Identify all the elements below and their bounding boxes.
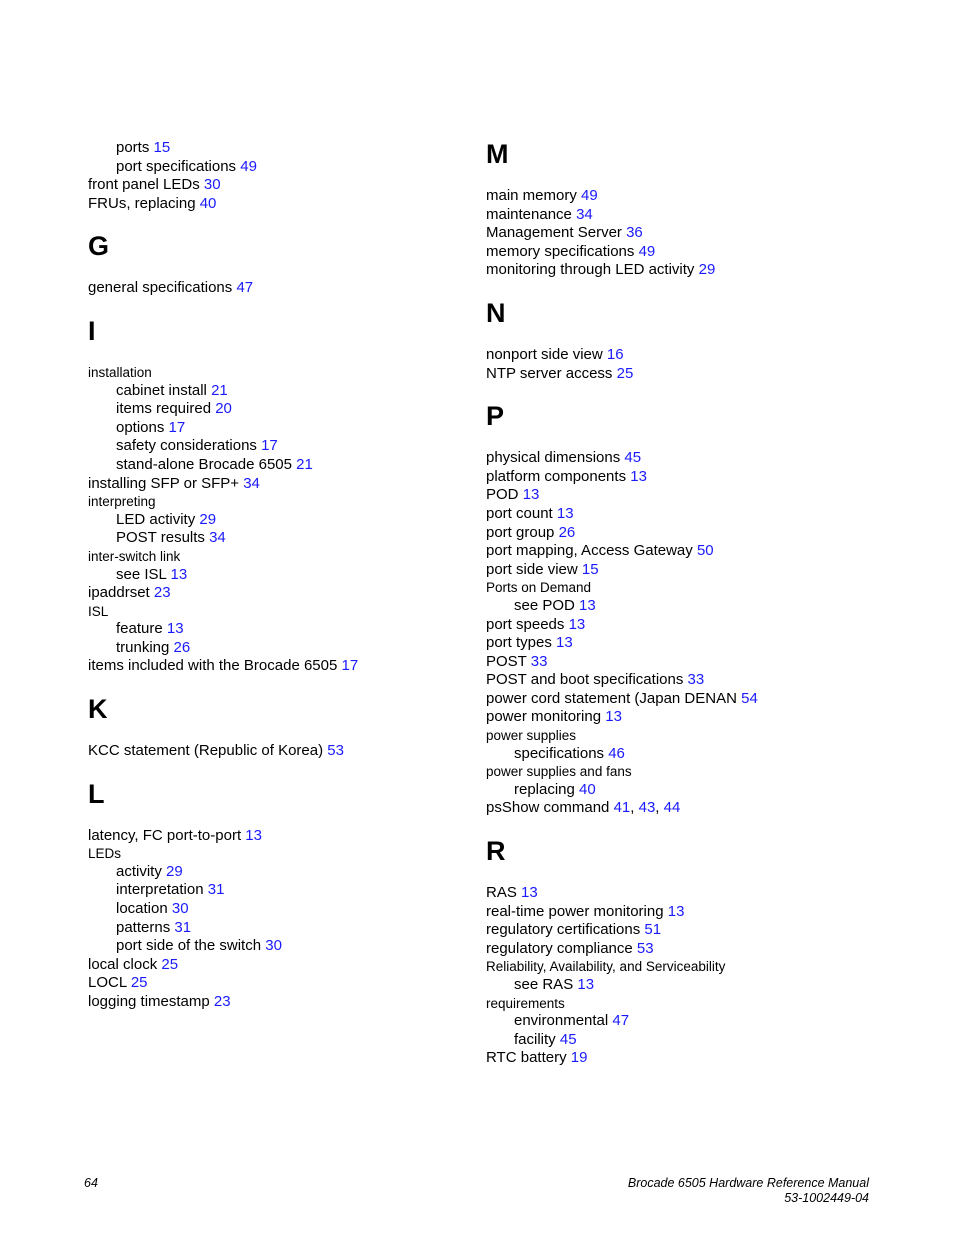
index-group-installation: installation <box>88 364 152 380</box>
index-group-power-supplies-and-fans: power supplies and fans <box>486 764 632 780</box>
page-link[interactable]: 23 <box>213 993 231 1010</box>
page-link[interactable]: 13 <box>170 565 188 583</box>
index-term: POD <box>486 486 519 504</box>
index-entry-led-activity <box>88 511 498 530</box>
index-entry-post <box>486 653 896 672</box>
index-entry-specifications <box>486 745 896 764</box>
index-entry-monitoring-through-led-activity <box>486 261 896 280</box>
index-entry-management-server <box>486 224 896 243</box>
index-entry-ports <box>88 139 498 158</box>
page-link[interactable]: 15 <box>581 560 599 578</box>
index-term: memory specifications <box>486 242 635 260</box>
index-term: maintenance <box>486 205 572 223</box>
index-term: monitoring through LED activity <box>486 261 695 279</box>
index-entry-patterns <box>88 919 498 938</box>
index-group-ports-on-demand: Ports on Demand <box>486 580 592 596</box>
index-term: regulatory certifications <box>486 921 641 939</box>
index-entry-memory-specifications <box>486 243 896 262</box>
index-term: environmental <box>514 1012 609 1030</box>
index-entry-physical-dimensions <box>486 449 896 468</box>
page-link[interactable]: 13 <box>667 902 685 920</box>
doc-number: 53-1002449-04 <box>784 1191 869 1205</box>
page-link[interactable]: 41 <box>613 799 631 817</box>
index-term: facility <box>514 1030 556 1048</box>
page-link[interactable]: 13 <box>166 620 184 638</box>
page-link[interactable]: 17 <box>168 418 186 436</box>
index-entry-post-results <box>88 529 498 548</box>
index-entry-ntp-server-access <box>486 365 896 384</box>
index-entry-items-required <box>88 400 498 419</box>
index-group-reliability-availability-and-serviceability: Reliability, Availability, and Serviceability <box>486 959 726 975</box>
index-term: interpretation <box>116 881 204 899</box>
index-term: trunking <box>116 638 170 656</box>
index-term: NTP server access <box>486 364 613 382</box>
footer-manual-info <box>628 1176 869 1206</box>
index-term: FRUs, replacing <box>88 194 196 212</box>
page-link[interactable]: 49 <box>638 242 656 260</box>
index-term: main memory <box>486 187 577 204</box>
index-term: RAS <box>486 884 517 902</box>
page-link[interactable]: 50 <box>696 542 714 560</box>
page-link[interactable]: 40 <box>579 780 596 798</box>
page-link[interactable]: 53 <box>636 939 654 957</box>
page-link[interactable]: 15 <box>153 139 171 156</box>
page-link[interactable]: 34 <box>576 205 593 223</box>
index-term: KCC statement (Republic of Korea) <box>88 742 324 760</box>
page-link[interactable]: 45 <box>624 449 642 467</box>
page-link[interactable]: 20 <box>215 400 232 418</box>
index-term: port side view <box>486 560 578 578</box>
page-link[interactable]: 13 <box>245 826 262 844</box>
page-link[interactable]: 30 <box>203 176 221 194</box>
page-link[interactable]: 44 <box>663 799 681 817</box>
index-term: local clock <box>88 955 158 973</box>
page-link[interactable]: 30 <box>265 937 282 955</box>
page-link[interactable]: 29 <box>698 261 716 279</box>
index-entry-power-monitoring <box>486 708 896 727</box>
page-link[interactable]: 33 <box>530 652 548 670</box>
page-link[interactable]: 13 <box>556 634 573 652</box>
index-group-leds: LEDs <box>88 846 122 862</box>
index-heading-l: L <box>88 778 105 809</box>
index-term: installing SFP or SFP+ <box>88 474 240 492</box>
index-group-inter-switch-link: inter-switch link <box>88 548 181 564</box>
index-entry-power-cord-statement-japan-denan <box>486 690 896 709</box>
index-group-requirements: requirements <box>486 995 565 1011</box>
index-entry-installing-sfp-or-sfp <box>88 475 498 494</box>
index-term: patterns <box>116 918 171 936</box>
page-link[interactable]: 43 <box>638 799 656 817</box>
index-entry-local-clock <box>88 956 498 975</box>
index-entry-general-specifications <box>88 279 498 298</box>
index-term: activity <box>116 862 162 880</box>
index-entry-port-group <box>486 524 896 543</box>
page-link[interactable]: 36 <box>626 224 643 242</box>
index-term: safety considerations <box>116 437 257 455</box>
index-column-left <box>88 139 498 1012</box>
index-entry-activity <box>88 863 498 882</box>
index-term: physical dimensions <box>486 449 621 467</box>
index-term: RTC battery <box>486 1049 567 1067</box>
index-entry-port-types <box>486 634 896 653</box>
index-heading-r: R <box>486 836 506 867</box>
index-term: power cord statement (Japan DENAN <box>486 689 737 707</box>
index-term: see RAS <box>514 976 574 993</box>
page-link[interactable]: 13 <box>522 486 540 504</box>
index-term: platform components <box>486 467 627 485</box>
index-heading-i: I <box>88 315 96 346</box>
index-term: port specifications <box>116 157 237 175</box>
page-link[interactable]: 13 <box>579 596 596 614</box>
index-term: port side of the switch <box>116 937 262 955</box>
page-link[interactable]: 31 <box>174 918 192 936</box>
page-link[interactable]: 21 <box>211 381 228 399</box>
index-heading-n: N <box>486 297 506 328</box>
index-entry-rtc-battery <box>486 1049 896 1068</box>
index-term: POST <box>486 652 527 670</box>
index-heading-p: P <box>486 401 505 432</box>
page-link[interactable]: 53 <box>327 742 344 760</box>
page-link[interactable]: 34 <box>243 474 260 492</box>
page-link[interactable]: 40 <box>199 194 217 212</box>
page-link[interactable]: 46 <box>608 744 625 762</box>
index-group-isl: ISL <box>88 603 109 619</box>
index-entry-port-speeds <box>486 616 896 635</box>
index-entry-latency-fc-port-to-port <box>88 827 498 846</box>
index-entry-platform-components <box>486 468 896 487</box>
index-entry-items-included-with-the-brocade-6505 <box>88 657 498 676</box>
page-link[interactable]: 17 <box>261 437 278 455</box>
index-term: specifications <box>514 744 605 762</box>
page-link[interactable]: 29 <box>199 510 217 528</box>
index-entry-regulatory-certifications <box>486 921 896 940</box>
index-entry-psshow-command: psShow command 41, 43, 44 <box>486 799 681 817</box>
index-term: items included with the Brocade 6505 <box>88 657 338 675</box>
index-entry-logging-timestamp <box>88 993 498 1012</box>
index-entry-pod <box>486 486 896 505</box>
page-link[interactable]: 13 <box>577 976 595 993</box>
index-entry-real-time-power-monitoring <box>486 903 896 922</box>
index-term: port speeds <box>486 615 565 633</box>
page-link[interactable]: 13 <box>605 708 622 726</box>
page-link[interactable]: 54 <box>741 689 758 707</box>
index-heading-g: G <box>88 231 110 262</box>
manual-title: Brocade 6505 Hardware Reference Manual <box>627 1176 869 1190</box>
index-term: port mapping, Access Gateway <box>486 542 693 560</box>
index-term: see ISL <box>116 565 167 583</box>
index-entry-interpretation <box>88 881 498 900</box>
page-link[interactable]: 45 <box>559 1030 577 1048</box>
page-link[interactable]: 25 <box>616 364 634 382</box>
index-entry-port-side-of-the-switch <box>88 937 498 956</box>
index-entry-port-mapping-access-gateway <box>486 542 896 561</box>
index-term: POST and boot specifications <box>486 671 684 689</box>
page-link[interactable]: 13 <box>568 615 586 633</box>
index-heading-m: M <box>486 139 509 169</box>
index-entry-nonport-side-view <box>486 346 896 365</box>
index-entry-location <box>88 900 498 919</box>
index-entry-stand-alone-brocade-6505 <box>88 456 498 475</box>
index-term: POST results <box>116 529 205 547</box>
index-term: power monitoring <box>486 708 602 726</box>
index-term: location <box>116 900 168 918</box>
index-entry-see-isl <box>88 566 498 585</box>
index-entry-trunking <box>88 639 498 658</box>
index-term: feature <box>116 620 163 638</box>
index-entry-main-memory <box>486 187 896 206</box>
index-group-power-supplies: power supplies <box>486 728 577 744</box>
index-term: cabinet install <box>116 381 207 399</box>
page-link[interactable]: 25 <box>161 955 179 973</box>
index-term: psShow command <box>486 799 610 817</box>
index-term: replacing <box>514 780 575 798</box>
page-link[interactable]: 49 <box>581 187 598 204</box>
index-entry-see-pod <box>486 597 896 616</box>
page-link[interactable]: 31 <box>207 881 225 899</box>
page-number: 64 <box>84 1176 98 1190</box>
index-term: ipaddrset <box>88 584 150 602</box>
index-term: LOCL <box>88 974 127 992</box>
index-entry-options <box>88 419 498 438</box>
index-entry-feature <box>88 620 498 639</box>
index-entry-regulatory-compliance <box>486 940 896 959</box>
page-link[interactable]: 13 <box>521 884 538 902</box>
index-term: stand-alone Brocade 6505 <box>116 455 292 473</box>
index-term: options <box>116 418 165 436</box>
page-link[interactable]: 13 <box>630 467 647 485</box>
page-link[interactable]: 23 <box>153 584 171 602</box>
index-entry-maintenance <box>486 206 896 225</box>
page-link[interactable]: 49 <box>240 157 257 175</box>
index-group-interpreting: interpreting <box>88 494 156 510</box>
index-entry-replacing <box>486 781 896 800</box>
page-link[interactable]: 47 <box>236 279 254 297</box>
footer-page-number <box>84 1176 98 1191</box>
index-term: Management Server <box>486 224 622 242</box>
index-entry-facility <box>486 1031 896 1050</box>
index-term: port types <box>486 634 552 652</box>
index-entry-environmental <box>486 1012 896 1031</box>
index-heading-k: K <box>88 694 108 725</box>
index-term: regulatory compliance <box>486 939 633 957</box>
index-entry-front-panel-leds <box>88 176 498 195</box>
index-entry-ipaddrset <box>88 584 498 603</box>
index-term: port group <box>486 523 555 541</box>
index-entry-locl <box>88 974 498 993</box>
page-link[interactable]: 19 <box>570 1049 588 1067</box>
index-entry-port-side-view <box>486 561 896 580</box>
page-link[interactable]: 51 <box>644 921 662 939</box>
index-entry-see-ras <box>486 976 896 995</box>
index-entry-ras <box>486 884 896 903</box>
index-term: front panel LEDs <box>88 176 200 194</box>
index-term: nonport side view <box>486 345 603 363</box>
index-term: real-time power monitoring <box>486 902 664 920</box>
index-entry-safety-considerations <box>88 437 498 456</box>
page-link[interactable]: 13 <box>556 504 574 522</box>
index-term: latency, FC port-to-port <box>88 826 242 844</box>
index-entry-port-count <box>486 505 896 524</box>
index-term: port count <box>486 504 553 522</box>
index-entry-frus-replacing <box>88 195 498 214</box>
index-term: logging timestamp <box>88 993 210 1010</box>
page-link[interactable]: 30 <box>171 900 189 918</box>
index-term: see POD <box>514 596 575 614</box>
index-entry-post-and-boot-specifications <box>486 671 896 690</box>
index-term: ports <box>116 139 150 156</box>
index-entry-port-specifications <box>88 158 498 177</box>
page-link[interactable]: 26 <box>173 638 191 656</box>
page-link[interactable]: 33 <box>687 671 705 689</box>
page-link[interactable]: 25 <box>130 974 148 992</box>
index-entry-kcc-statement-republic-of-korea <box>88 742 498 761</box>
page-link[interactable]: 16 <box>606 345 624 363</box>
page-link[interactable]: 34 <box>209 529 226 547</box>
page-link[interactable]: 17 <box>341 657 359 675</box>
page-link[interactable]: 47 <box>612 1012 630 1030</box>
page-link[interactable]: 29 <box>166 862 183 880</box>
page-link[interactable]: 26 <box>558 523 576 541</box>
index-column-right <box>486 139 896 1068</box>
index-entry-cabinet-install <box>88 382 498 401</box>
index-term: general specifications <box>88 279 233 297</box>
index-term: items required <box>116 400 212 418</box>
page-link[interactable]: 21 <box>296 455 313 473</box>
index-term: LED activity <box>116 510 196 528</box>
